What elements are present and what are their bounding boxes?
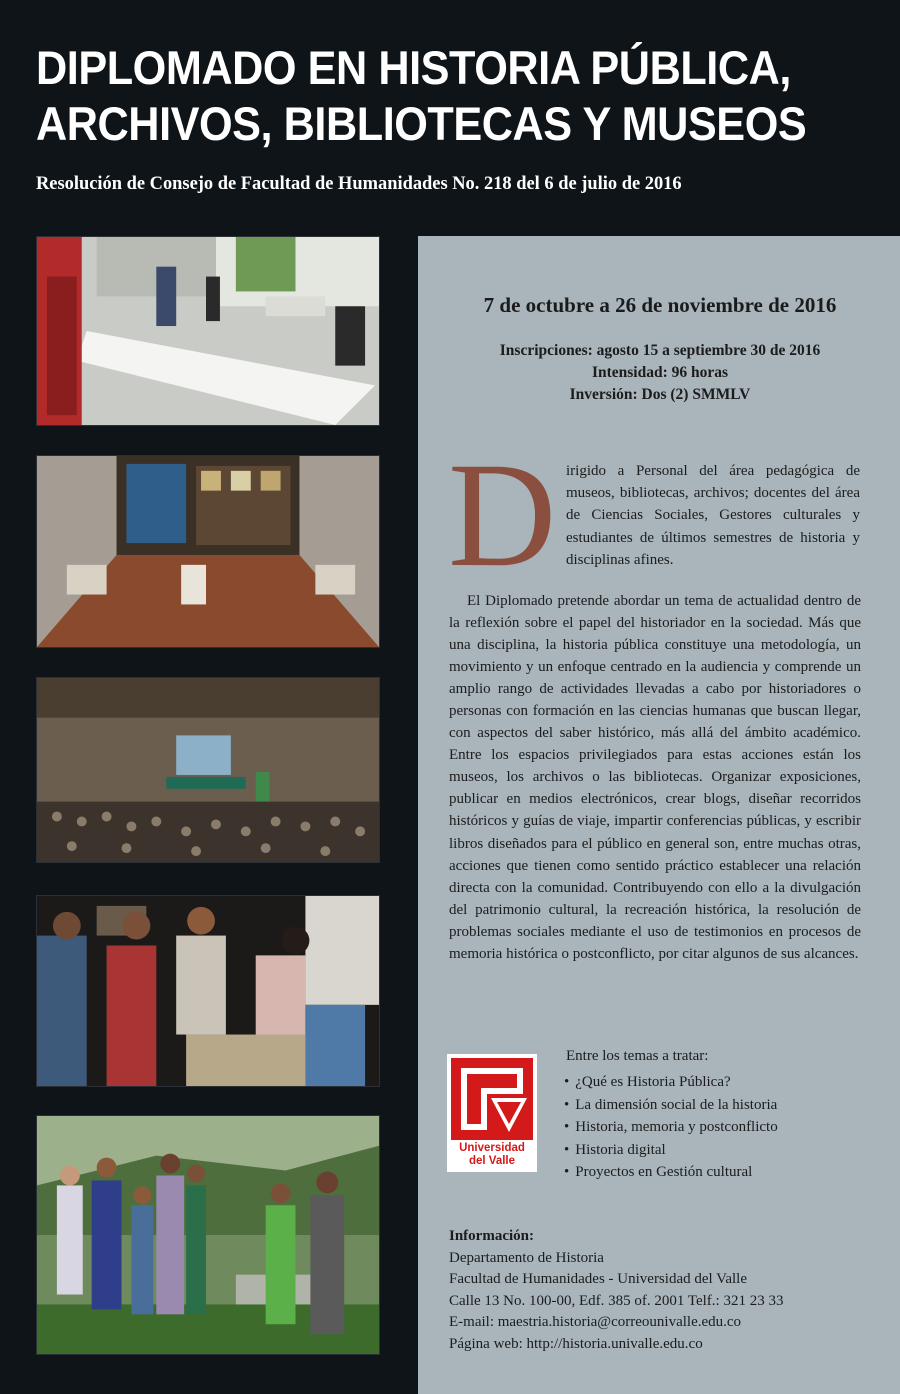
description-paragraph: El Diplomado pretende abordar un tema de actualidad dentro de la reflexión sobre el papel del historiador en la sociedad. Más que una disciplina, la historia pública constituye una metodología, un movimiento y un enfoque centrado en la audiencia y comprende un amplio rango de actividades llevadas a cabo por historiadores o personas con formación en las ciencias humanas que buscan llegar, con aspectos del saber histórico, más allá del ámbito académico. Entre los espacios privilegiados para estas acciones están los museos, los archivos o las bibliotecas. Organizar exposiciones, publicar en medios electrónicos, crear blogs, diseñar recorridos históricos y guías de viaje, impartir conferencias públicas, y escribir libros diseñados para el público en general son, entre muchas otras, acciones que tienen como sentido práctico establecer una relación directa con la comunidad. Contribuyendo con ello a la divulgación del patrimonio cultural, la recreación histórica, la resolución de problemas sociales mediante el uso de testimonios en procesos de memoria histórica o postconflicto, por citar algunos de sus alcances. xyxy=(449,593,861,962)
list-item: • ¿Qué es Historia Pública? xyxy=(564,1071,778,1094)
list-item: • Proyectos en Gestión cultural xyxy=(564,1161,778,1184)
photo-workshop-tables xyxy=(36,236,380,426)
contact-block xyxy=(449,1226,783,1355)
list-item: • Historia, memoria y postconflicto xyxy=(564,1116,778,1139)
header-band xyxy=(0,0,900,236)
contact-address: Calle 13 No. 100-00, Edf. 385 of. 2001 Telf.: 321 23 33 xyxy=(449,1292,784,1309)
title-line-2: ARCHIVOS, BIBLIOTECAS Y MUSEOS xyxy=(36,97,807,150)
photo-students-activity xyxy=(36,895,380,1087)
registration-dates: Inscripciones: agosto 15 a septiembre 30 de 2016 xyxy=(499,342,821,359)
course-details xyxy=(440,340,880,406)
univalle-logo-mark xyxy=(451,1058,533,1140)
photo-auditorium xyxy=(36,677,380,863)
contact-website[interactable]: Página web: http://historia.univalle.edu.co xyxy=(449,1335,703,1352)
univalle-logo xyxy=(447,1054,537,1172)
list-item: • La dimensión social de la historia xyxy=(564,1094,778,1117)
intro-paragraph: irigido a Personal del área pedagógica de museos, bibliotecas, archivos; docentes del área de Ciencias Sociales, Gestores culturales y estudiantes de últimos semestres de historia y disciplinas afines. xyxy=(566,463,860,568)
title-line-1: DIPLOMADO EN HISTORIA PÚBLICA, xyxy=(36,41,791,94)
course-dates: 7 de octubre a 26 de noviembre de 2016 xyxy=(483,293,837,317)
resolution-subtitle: Resolución de Consejo de Facultad de Humanidades No. 218 del 6 de julio de 2016 xyxy=(36,173,682,194)
topics-heading: Entre los temas a tratar: xyxy=(566,1048,709,1064)
photo-museum-hall xyxy=(36,455,380,648)
list-item: • Historia digital xyxy=(564,1139,778,1162)
photo-outdoor-group xyxy=(36,1115,380,1355)
contact-faculty: Facultad de Humanidades - Universidad del Valle xyxy=(449,1271,747,1287)
topics-list xyxy=(564,1071,778,1184)
univalle-logo-text: Universidad del Valle xyxy=(459,1142,525,1167)
investment-cost: Inversión: Dos (2) SMMLV xyxy=(569,386,751,403)
page-title xyxy=(36,40,809,152)
contact-email[interactable]: E-mail: maestria.historia@correounivalle.edu.co xyxy=(449,1314,742,1330)
drop-cap: D xyxy=(448,432,557,598)
intensity-hours: Intensidad: 96 horas xyxy=(591,364,729,381)
contact-department: Departamento de Historia xyxy=(449,1249,604,1266)
contact-heading: Información: xyxy=(449,1228,534,1244)
